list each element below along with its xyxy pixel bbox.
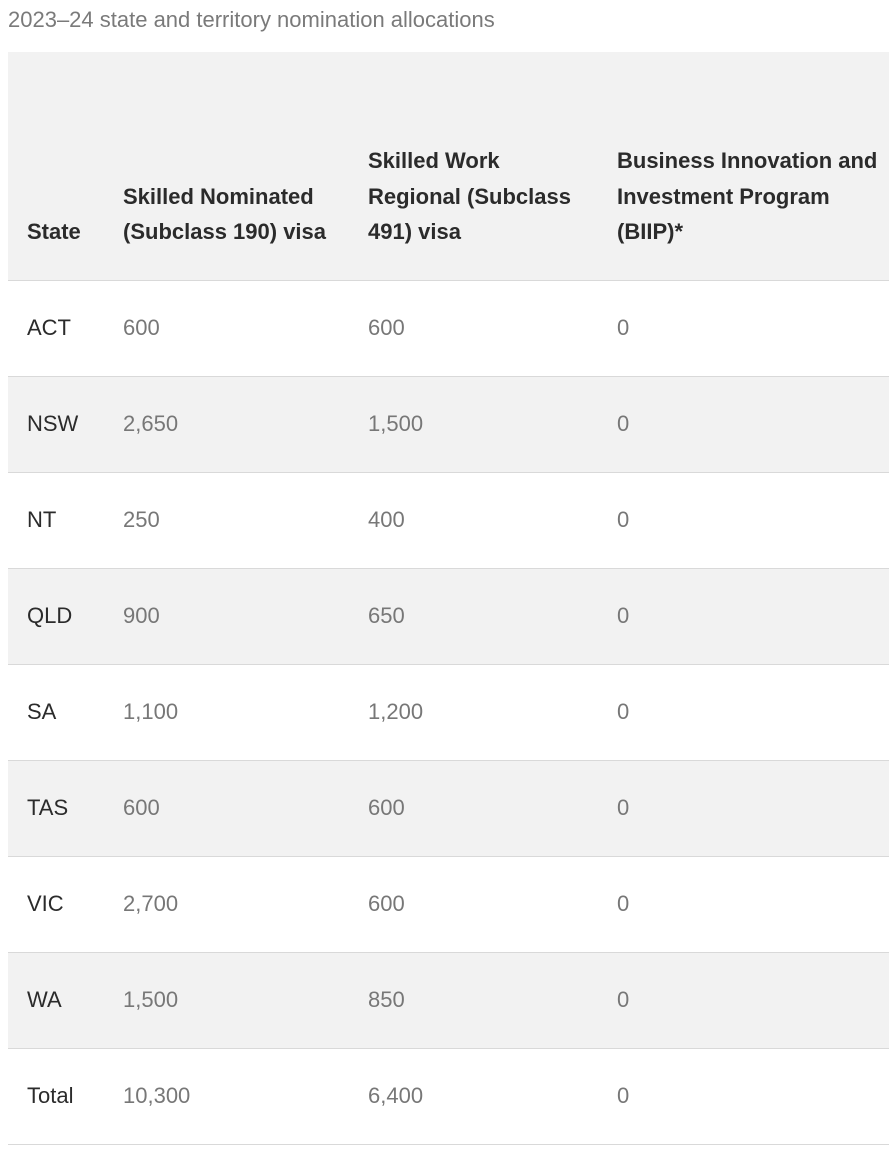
cell-state: VIC [8, 856, 104, 952]
cell-biip: 0 [597, 1048, 889, 1144]
cell-state: NSW [8, 376, 104, 472]
table-row [8, 952, 889, 1048]
cell-state: WA [8, 952, 104, 1048]
cell-subclass-190: 600 [104, 760, 350, 856]
header-subclass-190: Skilled Nominated (Subclass 190) visa [104, 52, 350, 280]
cell-subclass-491: 400 [350, 472, 597, 568]
table-row [8, 280, 889, 376]
cell-state: NT [8, 472, 104, 568]
header-biip: Business Innovation and Investment Program (BIIP)* [597, 52, 889, 280]
cell-biip: 0 [597, 568, 889, 664]
cell-subclass-491: 850 [350, 952, 597, 1048]
cell-subclass-491: 1,500 [350, 376, 597, 472]
table-row [8, 664, 889, 760]
cell-subclass-190: 2,700 [104, 856, 350, 952]
table-row [8, 568, 889, 664]
cell-state: TAS [8, 760, 104, 856]
cell-subclass-491: 650 [350, 568, 597, 664]
table-row-total [8, 1048, 889, 1144]
table-row [8, 376, 889, 472]
cell-subclass-190: 1,500 [104, 952, 350, 1048]
cell-subclass-491: 1,200 [350, 664, 597, 760]
table-row [8, 472, 889, 568]
cell-subclass-190: 600 [104, 280, 350, 376]
table-row [8, 760, 889, 856]
cell-biip: 0 [597, 856, 889, 952]
cell-biip: 0 [597, 472, 889, 568]
cell-state: ACT [8, 280, 104, 376]
table-caption: 2023–24 state and territory nomination allocations [8, 7, 495, 32]
cell-subclass-190: 900 [104, 568, 350, 664]
cell-subclass-190: 2,650 [104, 376, 350, 472]
cell-biip: 0 [597, 280, 889, 376]
nomination-allocations-table [8, 52, 889, 1145]
cell-subclass-190: 10,300 [104, 1048, 350, 1144]
cell-subclass-190: 250 [104, 472, 350, 568]
header-subclass-491: Skilled Work Regional (Subclass 491) visa [350, 52, 597, 280]
cell-subclass-491: 600 [350, 856, 597, 952]
cell-biip: 0 [597, 952, 889, 1048]
header-state: State [8, 52, 104, 280]
cell-subclass-491: 6,400 [350, 1048, 597, 1144]
table-row [8, 856, 889, 952]
cell-biip: 0 [597, 376, 889, 472]
cell-state: Total [8, 1048, 104, 1144]
cell-state: QLD [8, 568, 104, 664]
cell-subclass-491: 600 [350, 760, 597, 856]
cell-state: SA [8, 664, 104, 760]
table-header-row [8, 52, 889, 280]
cell-biip: 0 [597, 664, 889, 760]
cell-subclass-491: 600 [350, 280, 597, 376]
cell-biip: 0 [597, 760, 889, 856]
cell-subclass-190: 1,100 [104, 664, 350, 760]
